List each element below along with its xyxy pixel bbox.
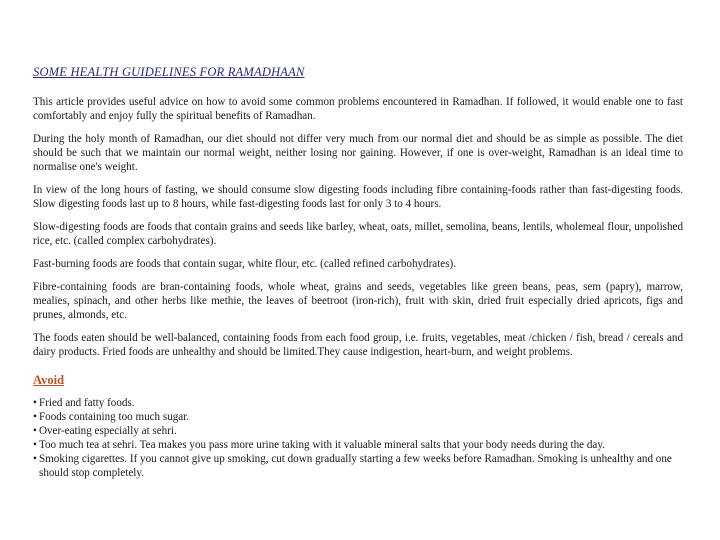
list-item (33, 396, 683, 410)
list-item-text: Fried and fatty foods. (39, 397, 135, 409)
avoid-list (33, 396, 683, 480)
list-item (33, 452, 683, 480)
paragraph-slow-digesting: In view of the long hours of fasting, we should consume slow digesting foods including fibre containing-foods rather than fast-digesting foods. Slow digesting foods last up to 8 hours, while fast-digesting foods last for only 3 to 4 hours. (33, 184, 683, 210)
list-item-text: Foods containing too much sugar. (39, 411, 190, 423)
paragraph-slow-foods: Slow-digesting foods are foods that contain grains and seeds like barley, wheat, oats, millet, semolina, beans, lentils, wholemeal flour, unpolished rice, etc. (called complex carbohydrates). (33, 221, 683, 247)
paragraph-intro: This article provides useful advice on how to avoid some common problems encountered in Ramadhan. If followed, it would enable one to fast comfortably and enjoy fully the spiritual benefits of Ramadhan. (33, 96, 683, 122)
list-item (33, 438, 683, 452)
article (33, 64, 683, 480)
bullet-icon: • (33, 453, 37, 465)
bullet-icon: • (33, 439, 37, 451)
list-item-text: Over-eating especially at sehri. (39, 425, 177, 437)
list-item-text: Too much tea at sehri. Tea makes you pass more urine taking with it valuable mineral salts that your body needs during the day. (39, 439, 605, 451)
list-item-text: Smoking cigarettes. If you cannot give up smoking, cut down gradually starting a few weeks before Ramadhan. Smoking is unhealthy and one should stop completely. (39, 453, 672, 479)
paragraph-balanced: The foods eaten should be well-balanced, containing foods from each food group, i.e. fruits, vegetables, meat /chicken / fish, bread / cereals and dairy products. Fried foods are unhealthy and should be limited.They cause indigestion, heart-burn, and weight problems. (33, 332, 683, 358)
paragraph-fast-burning: Fast-burning foods are foods that contain sugar, white flour, etc. (called refined carbohydrates). (33, 258, 456, 270)
paragraph-diet: During the holy month of Ramadhan, our diet should not differ very much from our normal diet and should be as simple as possible. The diet should be such that we maintain our normal weight, neither losing nor gaining. However, if one is over-weight, Ramadhan is an ideal time to normalise one's weight. (33, 133, 683, 173)
bullet-icon: • (33, 411, 37, 423)
page-title: SOME HEALTH GUIDELINES FOR RAMADHAAN (33, 65, 305, 79)
list-item (33, 410, 683, 424)
bullet-icon: • (33, 397, 37, 409)
list-item (33, 424, 683, 438)
bullet-icon: • (33, 425, 37, 437)
paragraph-fibre: Fibre-containing foods are bran-containing foods, whole wheat, grains and seeds, vegetables like green beans, peas, sem (papry), marrow, mealies, spinach, and other herbs like methie, the leaves of beetroot (iron-rich), fruit with skin, dried fruit especially dried apricots, figs and prunes, almonds, etc. (33, 281, 683, 321)
avoid-heading: Avoid (33, 373, 65, 387)
